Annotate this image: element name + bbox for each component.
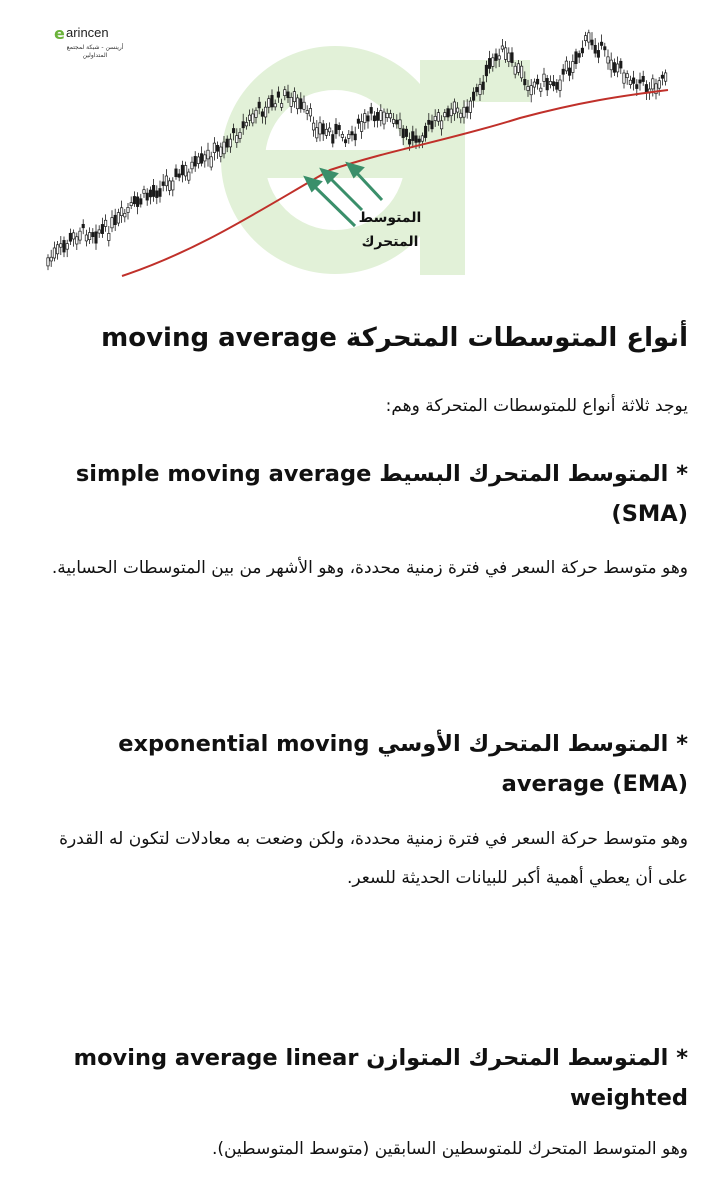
logo-name: arincen (66, 25, 109, 40)
logo-icon: e (54, 24, 65, 43)
section-body-lwma: وهو المتوسط المتحرك للمتوسطين السابقين (متوسط المتوسطين). (211, 1139, 688, 1159)
article-heading: أنواع المتوسطات المتحركة moving average (101, 323, 688, 353)
section-title-sma: * المتوسط المتحرك البسيط simple moving average (SMA) (75, 461, 688, 527)
logo-tagline: أرينسن - شبكة لمجتمع المتداولين (66, 44, 124, 59)
brand-logo (54, 24, 134, 64)
intro-text: يوجد ثلاثة أنواع للمتوسطات المتحركة وهم: (385, 396, 688, 416)
section-title-lwma: * المتوسط المتحرك المتوازن moving average linear weighted (73, 1045, 688, 1111)
section-body-sma: وهو متوسط حركة السعر في فترة زمنية محددة، وهو الأشهر من بين المتوسطات الحسابية. (51, 558, 688, 578)
section-body-ema: وهو متوسط حركة السعر في فترة زمنية محددة، ولكن وضعت به معادلات لتكون له القدرة على أن يعطي أهمية أكبر للبيانات الحديثة للسعر. (59, 829, 688, 888)
moving-average-annotation: المتوسط المتحرك (358, 210, 422, 250)
section-title-ema: * المتوسط المتحرك الأوسي exponential moving average (EMA) (118, 731, 688, 797)
chart-image (0, 0, 716, 300)
